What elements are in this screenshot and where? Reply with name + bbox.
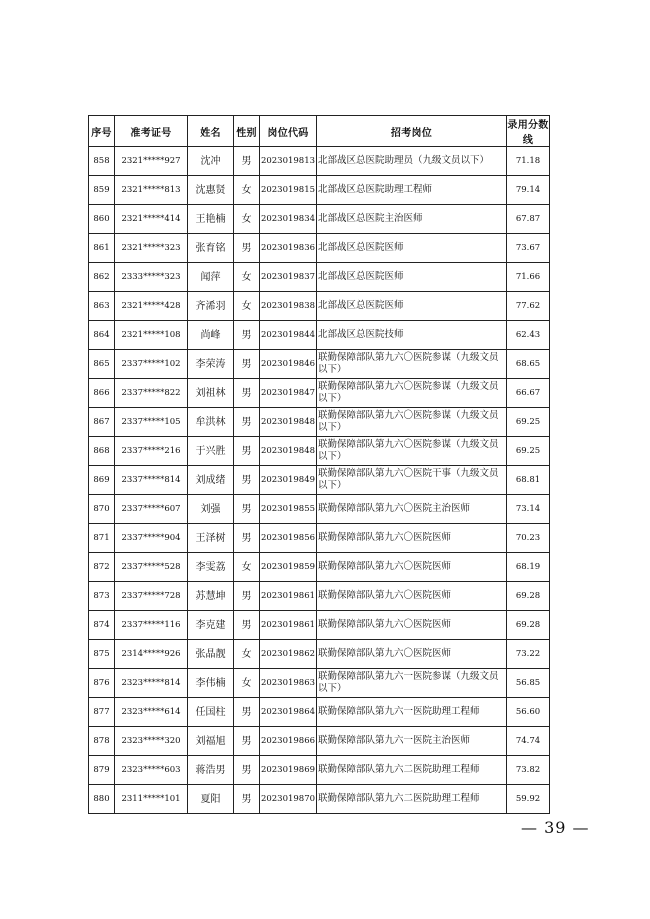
cell-name: 蒋浩男: [188, 756, 234, 785]
cell-gender: 女: [234, 669, 260, 698]
cell-index: 873: [89, 582, 115, 611]
cell-post: 北部战区总医院主治医师: [317, 205, 507, 234]
cell-exam-id: 2323*****603: [115, 756, 188, 785]
cell-score: 71.18: [507, 147, 550, 176]
cell-post-code: 2023019862: [260, 640, 317, 669]
cell-name: 齐浠羽: [188, 292, 234, 321]
cell-gender: 男: [234, 727, 260, 756]
table-row: [89, 698, 550, 727]
cell-name: 李伟楠: [188, 669, 234, 698]
cell-index: 875: [89, 640, 115, 669]
cell-name: 苏慧坤: [188, 582, 234, 611]
cell-exam-id: 2321*****927: [115, 147, 188, 176]
cell-score: 70.23: [507, 524, 550, 553]
cell-name: 李雯荔: [188, 553, 234, 582]
cell-index: 859: [89, 176, 115, 205]
cell-index: 871: [89, 524, 115, 553]
cell-exam-id: 2337*****105: [115, 408, 188, 437]
cell-score: 56.85: [507, 669, 550, 698]
cell-gender: 女: [234, 553, 260, 582]
cell-score: 62.43: [507, 321, 550, 350]
cell-index: 861: [89, 234, 115, 263]
cell-name: 刘成绪: [188, 466, 234, 495]
cell-index: 870: [89, 495, 115, 524]
cell-score: 68.81: [507, 466, 550, 495]
cell-post-code: 2023019866: [260, 727, 317, 756]
cell-name: 张育铭: [188, 234, 234, 263]
cell-post-code: 2023019836: [260, 234, 317, 263]
cell-gender: 女: [234, 263, 260, 292]
table-row: [89, 176, 550, 205]
cell-name: 于兴胜: [188, 437, 234, 466]
cell-score: 67.87: [507, 205, 550, 234]
cell-post: 联勤保障部队第九六〇医院医师: [317, 524, 507, 553]
cell-gender: 男: [234, 379, 260, 408]
table-row: [89, 147, 550, 176]
cell-index: 866: [89, 379, 115, 408]
cell-exam-id: 2337*****528: [115, 553, 188, 582]
cell-gender: 男: [234, 698, 260, 727]
cell-score: 79.14: [507, 176, 550, 205]
cell-index: 864: [89, 321, 115, 350]
header-post: 招考岗位: [317, 116, 507, 147]
cell-index: 877: [89, 698, 115, 727]
cell-name: 李荣涛: [188, 350, 234, 379]
cell-exam-id: 2337*****822: [115, 379, 188, 408]
cell-gender: 女: [234, 205, 260, 234]
cell-name: 夏阳: [188, 785, 234, 814]
table-row: [89, 582, 550, 611]
page-number: — 39 —: [521, 818, 590, 837]
cell-index: 876: [89, 669, 115, 698]
table-row: [89, 466, 550, 495]
cell-index: 863: [89, 292, 115, 321]
cell-exam-id: 2321*****428: [115, 292, 188, 321]
header-post-code: 岗位代码: [260, 116, 317, 147]
header-gender: 性别: [234, 116, 260, 147]
cell-post-code: 2023019848: [260, 437, 317, 466]
cell-post: 联勤保障部队第九六〇医院参谋（九级文员以下）: [317, 437, 507, 466]
cell-name: 刘福旭: [188, 727, 234, 756]
cell-post-code: 2023019834: [260, 205, 317, 234]
cell-score: 73.14: [507, 495, 550, 524]
cell-post: 联勤保障部队第九六二医院助理工程师: [317, 785, 507, 814]
table-body: [89, 147, 550, 814]
cell-gender: 男: [234, 611, 260, 640]
cell-post: 北部战区总医院助理工程师: [317, 176, 507, 205]
cell-post-code: 2023019846: [260, 350, 317, 379]
cell-exam-id: 2337*****607: [115, 495, 188, 524]
cell-index: 872: [89, 553, 115, 582]
cell-post-code: 2023019813: [260, 147, 317, 176]
cell-name: 尚峰: [188, 321, 234, 350]
cell-post-code: 2023019844: [260, 321, 317, 350]
cell-exam-id: 2337*****216: [115, 437, 188, 466]
cell-gender: 女: [234, 176, 260, 205]
cell-post-code: 2023019838: [260, 292, 317, 321]
cell-exam-id: 2337*****904: [115, 524, 188, 553]
cell-post-code: 2023019849: [260, 466, 317, 495]
cell-score: 77.62: [507, 292, 550, 321]
cell-gender: 女: [234, 640, 260, 669]
cell-name: 刘强: [188, 495, 234, 524]
cell-post: 联勤保障部队第九六〇医院参谋（九级文员以下）: [317, 350, 507, 379]
cell-index: 869: [89, 466, 115, 495]
cell-post-code: 2023019869: [260, 756, 317, 785]
cell-score: 59.92: [507, 785, 550, 814]
cell-post: 联勤保障部队第九六〇医院医师: [317, 640, 507, 669]
cell-name: 沈冲: [188, 147, 234, 176]
cell-post: 北部战区总医院医师: [317, 263, 507, 292]
cell-name: 闻萍: [188, 263, 234, 292]
cell-name: 任国柱: [188, 698, 234, 727]
cell-gender: 男: [234, 408, 260, 437]
table-row: [89, 785, 550, 814]
cell-score: 56.60: [507, 698, 550, 727]
cell-exam-id: 2321*****813: [115, 176, 188, 205]
cell-post: 联勤保障部队第九六〇医院医师: [317, 582, 507, 611]
cell-score: 69.28: [507, 611, 550, 640]
cell-name: 刘祖林: [188, 379, 234, 408]
header-index: 序号: [89, 116, 115, 147]
table-row: [89, 611, 550, 640]
cell-name: 牟洪林: [188, 408, 234, 437]
cell-name: 李克建: [188, 611, 234, 640]
cell-gender: 男: [234, 785, 260, 814]
cell-post: 联勤保障部队第九六〇医院医师: [317, 611, 507, 640]
cell-name: 张晶靓: [188, 640, 234, 669]
table-row: [89, 640, 550, 669]
cell-post: 联勤保障部队第九六一医院参谋（九级文员以下）: [317, 669, 507, 698]
cell-gender: 男: [234, 524, 260, 553]
cell-score: 69.25: [507, 408, 550, 437]
cell-index: 867: [89, 408, 115, 437]
cell-post-code: 2023019815: [260, 176, 317, 205]
cell-gender: 男: [234, 350, 260, 379]
cell-exam-id: 2314*****926: [115, 640, 188, 669]
header-name: 姓名: [188, 116, 234, 147]
cell-name: 沈惠贤: [188, 176, 234, 205]
cell-score: 74.74: [507, 727, 550, 756]
cell-post: 北部战区总医院助理员（九级文员以下）: [317, 147, 507, 176]
cell-post-code: 2023019861: [260, 582, 317, 611]
cell-exam-id: 2321*****323: [115, 234, 188, 263]
cell-exam-id: 2321*****108: [115, 321, 188, 350]
cell-index: 865: [89, 350, 115, 379]
cell-gender: 男: [234, 437, 260, 466]
cell-post: 联勤保障部队第九六〇医院参谋（九级文员以下）: [317, 408, 507, 437]
cell-post: 联勤保障部队第九六〇医院医师: [317, 553, 507, 582]
cell-exam-id: 2337*****814: [115, 466, 188, 495]
cell-gender: 男: [234, 495, 260, 524]
cell-index: 858: [89, 147, 115, 176]
table-row: [89, 524, 550, 553]
cell-score: 66.67: [507, 379, 550, 408]
cell-post-code: 2023019855: [260, 495, 317, 524]
cell-index: 862: [89, 263, 115, 292]
table-header-row: [89, 116, 550, 147]
cell-post: 北部战区总医院医师: [317, 292, 507, 321]
cell-post: 北部战区总医院技师: [317, 321, 507, 350]
cell-exam-id: 2333*****323: [115, 263, 188, 292]
cell-score: 73.82: [507, 756, 550, 785]
cell-gender: 男: [234, 321, 260, 350]
cell-post: 联勤保障部队第九六一医院助理工程师: [317, 698, 507, 727]
table-row: [89, 495, 550, 524]
table-row: [89, 350, 550, 379]
header-exam-id: 准考证号: [115, 116, 188, 147]
table-row: [89, 379, 550, 408]
results-table-container: [88, 115, 549, 814]
cell-exam-id: 2323*****320: [115, 727, 188, 756]
cell-post-code: 2023019863: [260, 669, 317, 698]
table-row: [89, 234, 550, 263]
cell-gender: 男: [234, 466, 260, 495]
cell-score: 73.67: [507, 234, 550, 263]
cell-exam-id: 2337*****728: [115, 582, 188, 611]
table-row: [89, 321, 550, 350]
cell-exam-id: 2337*****102: [115, 350, 188, 379]
cell-post: 联勤保障部队第九六〇医院参谋（九级文员以下）: [317, 379, 507, 408]
cell-score: 68.65: [507, 350, 550, 379]
cell-post: 北部战区总医院医师: [317, 234, 507, 263]
cell-exam-id: 2323*****814: [115, 669, 188, 698]
table-row: [89, 292, 550, 321]
cell-index: 874: [89, 611, 115, 640]
cell-exam-id: 2321*****414: [115, 205, 188, 234]
cell-exam-id: 2323*****614: [115, 698, 188, 727]
cell-post-code: 2023019859: [260, 553, 317, 582]
cell-post: 联勤保障部队第九六一医院主治医师: [317, 727, 507, 756]
table-row: [89, 408, 550, 437]
table-row: [89, 727, 550, 756]
cell-post-code: 2023019870: [260, 785, 317, 814]
cell-post-code: 2023019864: [260, 698, 317, 727]
cell-index: 880: [89, 785, 115, 814]
table-row: [89, 756, 550, 785]
cell-post-code: 2023019856: [260, 524, 317, 553]
cell-score: 73.22: [507, 640, 550, 669]
cell-index: 878: [89, 727, 115, 756]
header-score: 录用分数线: [507, 116, 550, 147]
cell-gender: 男: [234, 147, 260, 176]
cell-index: 860: [89, 205, 115, 234]
table-row: [89, 669, 550, 698]
cell-gender: 女: [234, 292, 260, 321]
cell-score: 71.66: [507, 263, 550, 292]
table-row: [89, 553, 550, 582]
cell-post-code: 2023019861: [260, 611, 317, 640]
cell-score: 69.25: [507, 437, 550, 466]
table-row: [89, 437, 550, 466]
cell-post-code: 2023019837: [260, 263, 317, 292]
cell-gender: 男: [234, 234, 260, 263]
cell-exam-id: 2337*****116: [115, 611, 188, 640]
cell-name: 王泽树: [188, 524, 234, 553]
table-row: [89, 205, 550, 234]
table-row: [89, 263, 550, 292]
cell-score: 68.19: [507, 553, 550, 582]
cell-index: 879: [89, 756, 115, 785]
cell-gender: 男: [234, 582, 260, 611]
cell-score: 69.28: [507, 582, 550, 611]
results-table: [88, 115, 550, 814]
cell-post: 联勤保障部队第九六二医院助理工程师: [317, 756, 507, 785]
cell-index: 868: [89, 437, 115, 466]
cell-post: 联勤保障部队第九六〇医院主治医师: [317, 495, 507, 524]
cell-post-code: 2023019848: [260, 408, 317, 437]
cell-post: 联勤保障部队第九六〇医院干事（九级文员以下）: [317, 466, 507, 495]
cell-exam-id: 2311*****101: [115, 785, 188, 814]
cell-post-code: 2023019847: [260, 379, 317, 408]
cell-gender: 男: [234, 756, 260, 785]
cell-name: 王艳楠: [188, 205, 234, 234]
